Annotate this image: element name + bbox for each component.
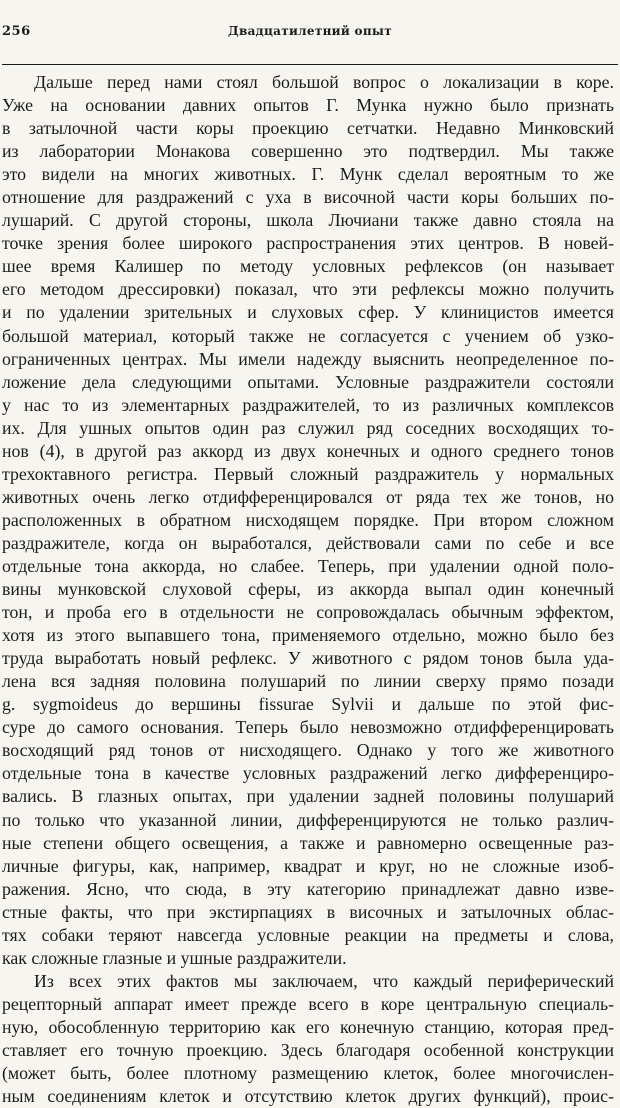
text-line: их. Для ушных опытов один раз служил ряд соседних восходящих то- xyxy=(2,417,614,438)
text-line: восходящий ряд тонов от нисходящего. Однако у того же животного xyxy=(2,740,614,761)
text-line: по только что указанной линии, дифференцируются не только различ- xyxy=(2,809,614,830)
text-line: это видели на многих животных. Г. Мунк сделал вероятным то же xyxy=(2,164,614,185)
text-line: ставляет его точную проекцию. Здесь благодаря особенной конструкции xyxy=(2,1039,614,1060)
text-line: суре до самого основания. Теперь было невозможно отдифференцировать xyxy=(2,717,614,738)
text-line: ную, обособленную территорию как его конечную станцию, которая пред- xyxy=(2,1016,614,1037)
text-line: шее время Калишер по методу условных рефлексов (он называет xyxy=(2,256,614,277)
header-rule xyxy=(2,64,618,65)
text-line: животных очень легко отдифференцировался от ряда тех же тонов, но xyxy=(2,486,614,507)
text-line: вины мунковской слуховой сферы, из аккорда выпал один конечный xyxy=(2,579,614,600)
text-line: хотя из этого выпавшего тона, применяемого отдельно, можно было без xyxy=(2,625,614,646)
text-line: и по удалении зрительных и слуховых сфер. У клиницистов имеется xyxy=(2,302,614,323)
text-line: тон, и проба его в отдельности не сопровождалась обычным эффектом, xyxy=(2,602,614,623)
text-line: у нас то из элементарных раздражителей, то из различных комплексов xyxy=(2,394,614,415)
text-line: лена вся задняя половина полушарий по линии сверху прямо позади xyxy=(2,671,614,692)
text-line: трехоктавного регистра. Первый сложный раздражитель у нормальных xyxy=(2,463,614,484)
text-line: личные фигуры, как, например, квадрат и круг, но не сложные изоб- xyxy=(2,855,614,876)
text-line: Дальше перед нами стоял большой вопрос о локализации в коре. xyxy=(34,72,614,92)
text-line: его методом дрессировки) показал, что эти рефлексы можно получить xyxy=(2,279,614,300)
body-text xyxy=(2,71,614,1108)
text-line: отношение для раздражений с уха в височной части коры больших по- xyxy=(2,187,614,208)
text-line: ограниченных центрах. Мы имели надежду выяснить неопределенное по- xyxy=(2,348,614,369)
page-header xyxy=(0,18,620,48)
text-line: отдельные тона в качестве условных раздражений легко дифференциро- xyxy=(2,763,614,784)
text-line: тях собаки теряют навсегда условные реакции на предметы и слова, xyxy=(2,924,614,945)
text-line: ражения. Ясно, что сюда, в эту категорию принадлежат давно изве- xyxy=(2,878,614,899)
text-line: большой материал, который также не согласуется с учением об узко- xyxy=(2,325,614,346)
text-line: лушарий. С другой стороны, школа Лючиани также давно стояла на xyxy=(2,210,614,231)
text-line: из лаборатории Монакова совершенно это подтвердил. Мы также xyxy=(2,141,614,162)
text-line: вались. В глазных опытах, при удалении задней половины полушарий xyxy=(2,786,614,807)
text-line: Из всех этих фактов мы заключаем, что каждый периферический xyxy=(34,970,614,991)
text-line: ным соединениям клеток и отсутствию клеток других функций), проис- xyxy=(2,1086,614,1107)
text-line: нов (4), в другой раз аккорд из двух конечных и одного среднего тонов xyxy=(2,440,614,461)
text-line: труда выработать новый рефлекс. У животного с рядом тонов была уда- xyxy=(2,648,614,669)
text-line: Уже на основании давних опытов Г. Мунка нужно было признать xyxy=(2,95,614,116)
text-line: расположенных в обратном нисходящем порядке. При втором сложном xyxy=(2,509,614,530)
text-line: точке зрения более широкого распространения этих центров. В новей- xyxy=(2,233,614,254)
text-line: стные факты, что при экстирпациях в височных и затылочных облас- xyxy=(2,901,614,922)
text-line: (может быть, более плотному размещению клеток, более многочислен- xyxy=(2,1063,614,1084)
text-line: g. sygmoideus до вершины fissurae Sylvii и дальше по этой фис- xyxy=(2,694,614,715)
text-line: ные степени общего освещения, а также и равномерно освещенные раз- xyxy=(2,832,614,853)
text-line: отдельные тона аккорда, но слабее. Теперь, при удалении одной поло- xyxy=(2,555,614,576)
text-line: рецепторный аппарат имеет прежде всего в коре центральную специаль- xyxy=(2,993,614,1014)
running-title: Двадцатилетний опыт xyxy=(227,24,392,38)
text-line: в затылочной части коры проекцию сетчатки. Недавно Минковский xyxy=(2,118,614,139)
text-line: раздражителе, когда он выработался, действовали сами по себе и все xyxy=(2,532,614,553)
page-number: 256 xyxy=(2,24,31,39)
text-line: ложение дела следующими опытами. Условные раздражители состояли xyxy=(2,371,614,392)
text-line: как сложные глазные и ушные раздражители. xyxy=(2,947,347,968)
